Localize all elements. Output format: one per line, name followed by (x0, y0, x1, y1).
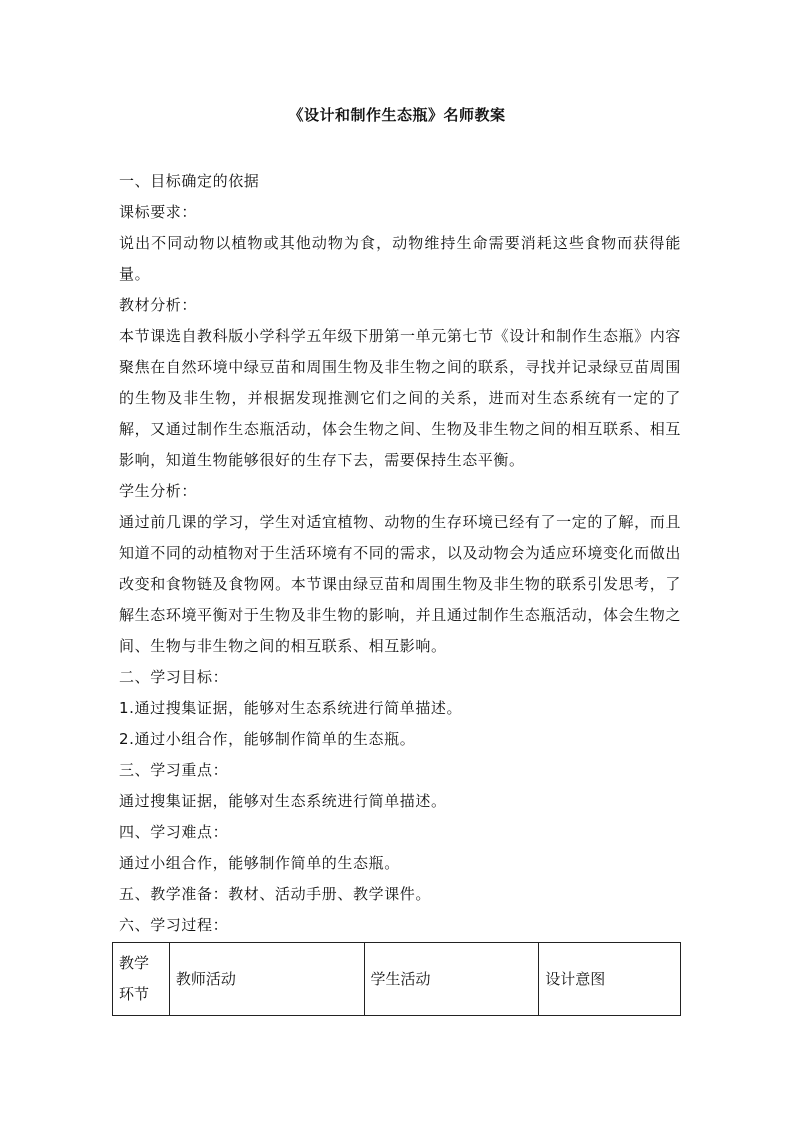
table-header-student: 学生活动 (364, 943, 539, 1016)
goal-item-1: 1.通过搜集证据，能够对生态系统进行简单描述。 (119, 699, 463, 717)
process-table (112, 942, 681, 1016)
section-heading-basis: 一、目标确定的依据 (119, 172, 260, 190)
document-body (119, 166, 681, 941)
goal-item-2: 2.通过小组合作，能够制作简单的生态瓶。 (119, 730, 416, 748)
subheading-curriculum: 课标要求： (119, 203, 198, 221)
paragraph-difficulties: 通过小组合作，能够制作简单的生态瓶。 (119, 854, 400, 872)
section-heading-difficulties: 四、学习难点： (119, 823, 229, 841)
table-header-row (113, 943, 681, 1016)
paragraph-students: 通过前几课的学习，学生对适宜植物、动物的生存环境已经有了一定的了解，而且知道不同的动植物对于生活环境有不同的需求，以及动物会为适应环境变化而做出改变和食物链及食物网。本节课由绿豆苗和周围生物及非生物的联系引发思考，了解生态环境平衡对于生物及非生物的影响，并且通过制作生态瓶活动，体会生物之间、生物与非生物之间的相互联系、相互影响。 (119, 513, 681, 655)
section-heading-preparation: 五、教学准备：教材、活动手册、教学课件。 (119, 885, 432, 903)
section-heading-process: 六、学习过程： (119, 916, 229, 934)
subheading-students: 学生分析： (119, 482, 198, 500)
table-header-intent: 设计意图 (539, 943, 681, 1016)
table-header-stage: 教学环节 (113, 943, 170, 1016)
subheading-textbook: 教材分析： (119, 296, 198, 314)
section-heading-goals: 二、学习目标： (119, 668, 229, 686)
table-header-teacher: 教师活动 (169, 943, 364, 1016)
section-heading-key-points: 三、学习重点： (119, 761, 229, 779)
paragraph-curriculum: 说出不同动物以植物或其他动物为食，动物维持生命需要消耗这些食物而获得能量。 (119, 234, 681, 283)
paragraph-textbook: 本节课选自教科版小学科学五年级下册第一单元第七节《设计和制作生态瓶》内容聚焦在自然环境中绿豆苗和周围生物及非生物之间的联系，寻找并记录绿豆苗周围的生物及非生物，并根据发现推测它们之间的关系，进而对生态系统有一定的了解，又通过制作生态瓶活动，体会生物之间、生物及非生物之间的相互联系、相互影响，知道生物能够很好的生存下去，需要保持生态平衡。 (119, 327, 681, 469)
document-title: 《设计和制作生态瓶》名师教案 (288, 106, 506, 124)
paragraph-key-points: 通过搜集证据，能够对生态系统进行简单描述。 (119, 792, 447, 810)
